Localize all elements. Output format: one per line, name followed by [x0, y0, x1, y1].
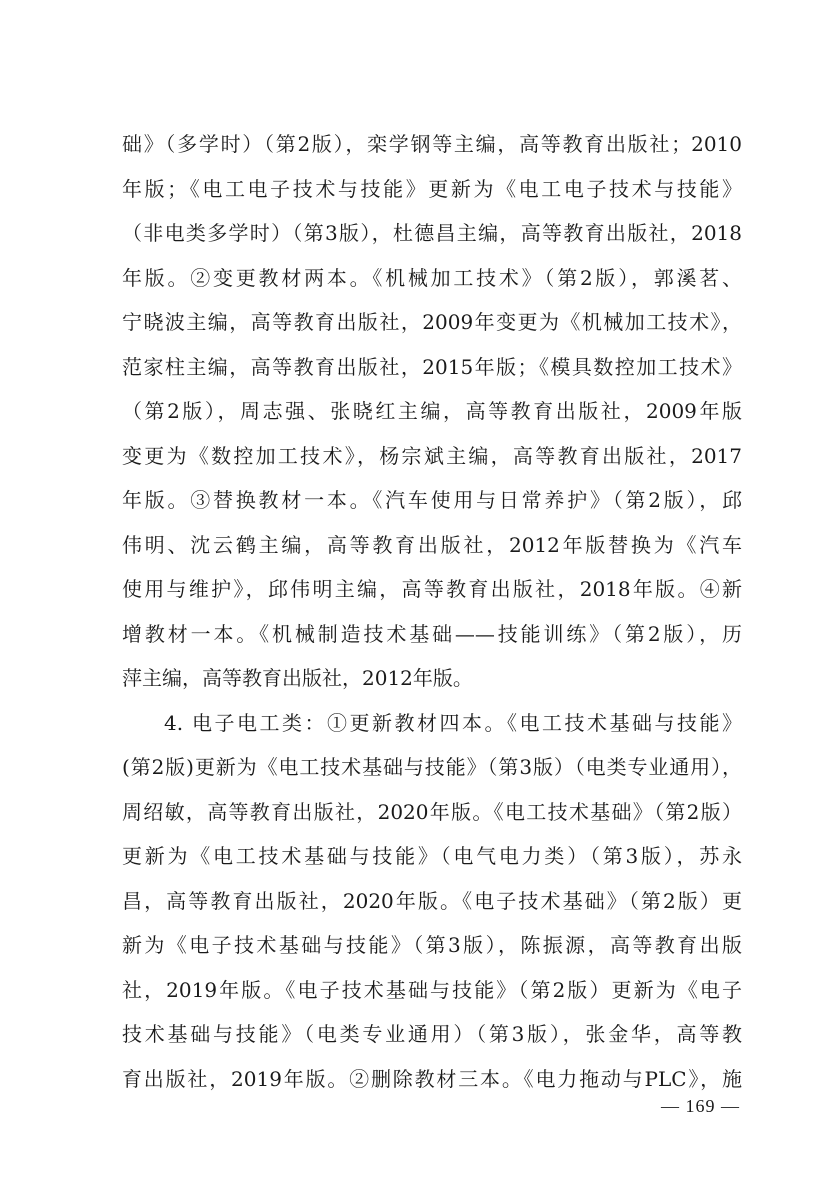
body-text: [122, 122, 742, 1101]
text-line-21: 技术基础与技能》（电类专业通用）（第3版），张金华，高等教: [122, 1022, 742, 1046]
text-line-17: 更新为《电工技术基础与技能》（电气电力类）（第3版），苏永: [122, 844, 742, 868]
text-line-12: 增教材一本。《机械制造技术基础——技能训练》（第2版），历: [122, 621, 742, 646]
text-line-18: 昌，高等教育出版社，2020年版。《电子技术基础》（第2版）更: [122, 888, 742, 913]
text-line-19: 新为《电子技术基础与技能》（第3版），陈振源，高等教育出版: [122, 933, 742, 957]
text-line-22: 育出版社，2019年版。②删除教材三本。《电力拖动与PLC》，施: [122, 1066, 742, 1091]
text-line-4: 年版。②变更教材两本。《机械加工技术》（第2版），郭溪茗、: [122, 265, 742, 290]
text-line-14: 4. 电子电工类：①更新教材四本。《电工技术基础与技能》: [164, 710, 742, 735]
text-line-3: （非电类多学时）（第3版），杜德昌主编，高等教育出版社，2018: [122, 221, 742, 245]
text-line-2: 年版；《电工电子技术与技能》更新为《电工电子技术与技能》: [122, 176, 742, 201]
text-line-20: 社，2019年版。《电子技术基础与技能》（第2版）更新为《电子: [122, 977, 742, 1002]
text-line-7: （第2版），周志强、张晓红主编，高等教育出版社，2009年版: [122, 399, 742, 423]
text-line-5: 宁晓波主编，高等教育出版社，2009年变更为《机械加工技术》，: [122, 310, 742, 334]
text-line-8: 变更为《数控加工技术》，杨宗斌主编，高等教育出版社，2017: [122, 443, 742, 468]
text-line-6: 范家柱主编，高等教育出版社，2015年版；《模具数控加工技术》: [122, 354, 742, 379]
text-line-11: 使用与维护》，邱伟明主编，高等教育出版社，2018年版。④新: [122, 577, 742, 601]
text-line-1: 础》（多学时）（第2版），栾学钢等主编，高等教育出版社；2010: [122, 132, 742, 156]
text-line-10: 伟明、沈云鹤主编，高等教育出版社，2012年版替换为《汽车: [122, 532, 742, 557]
page-number: — 169 —: [661, 1096, 740, 1116]
text-line-9: 年版。③替换教材一本。《汽车使用与日常养护》（第2版），邱: [122, 488, 742, 512]
text-line-13: 萍主编，高等教育出版社，2012年版。: [122, 666, 473, 690]
text-line-16: 周绍敏，高等教育出版社，2020年版。《电工技术基础》（第2版）: [122, 799, 742, 824]
text-line-15: (第2版)更新为《电工技术基础与技能》（第3版）（电类专业通用），: [122, 755, 742, 779]
